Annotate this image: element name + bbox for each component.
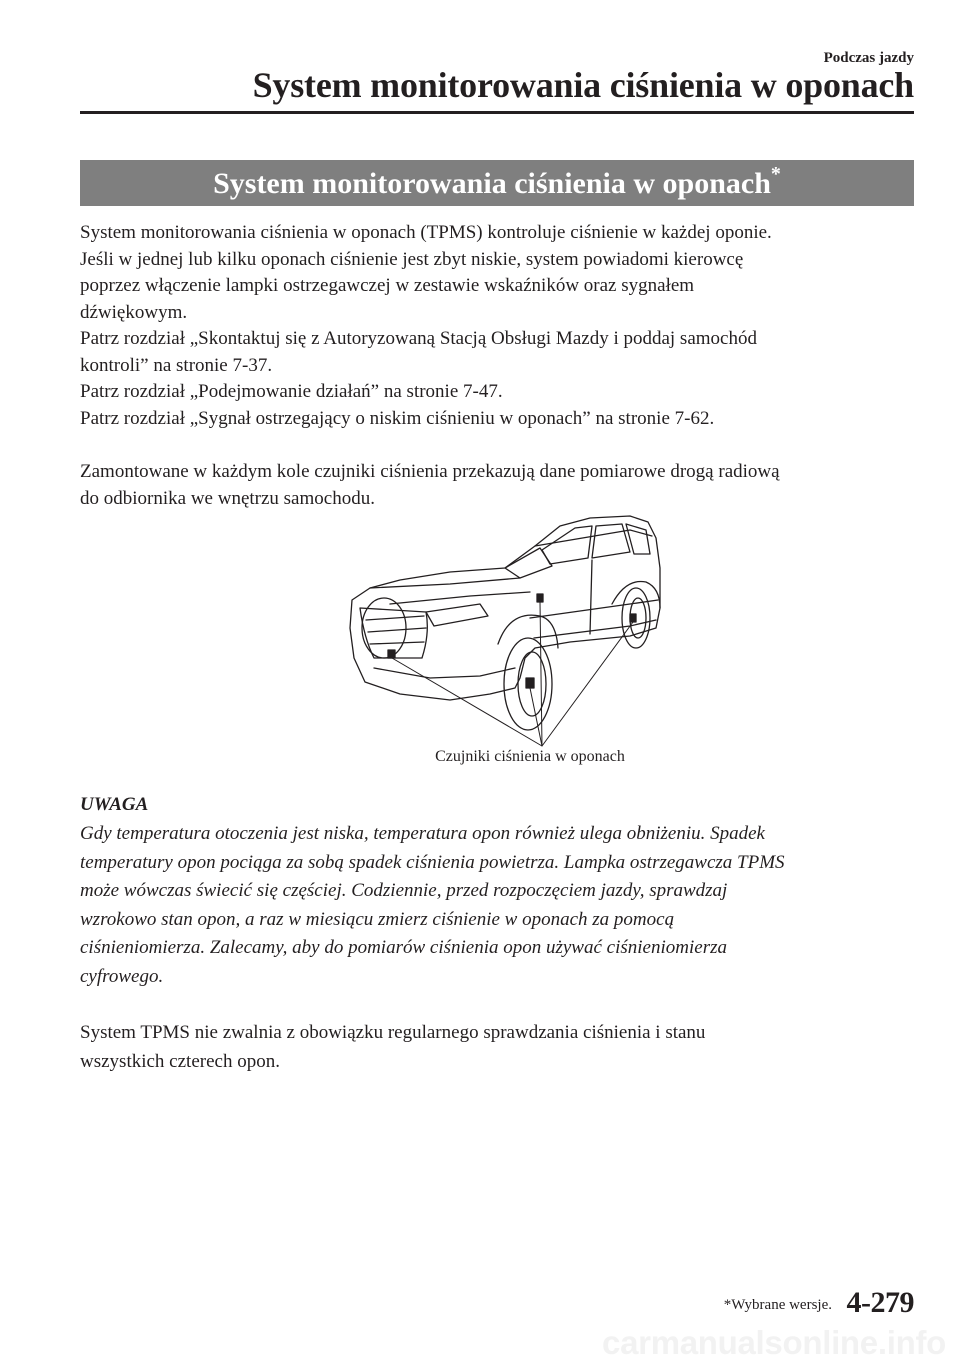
note-line: ciśnieniomierza. Zalecamy, aby do pomiarów ciśnienia opon używać ciśnieniomierza <box>80 937 727 958</box>
note-line: wzrokowo stan opon, a raz w miesiącu zmierz ciśnienie w oponach za pomocą <box>80 908 675 930</box>
page-number: 4-279 <box>846 1286 914 1319</box>
car-sensors-icon <box>330 508 670 748</box>
intro-paragraph <box>80 220 920 432</box>
text-line: kontroli” na stronie 7-37. <box>80 354 273 376</box>
note-line: cyfrowego. <box>80 965 164 987</box>
note-line: Gdy temperatura otoczenia jest niska, temperatura opon również ulega obniżeniu. Spadek <box>80 823 765 844</box>
optional-equipment-asterisk: * <box>770 163 781 185</box>
note-heading: UWAGA <box>80 794 149 815</box>
text-line: Patrz rozdział „Sygnał ostrzegający o niskim ciśnieniu w oponach” na stronie 7-62. <box>80 407 715 429</box>
footnote: *Wybrane wersje. <box>723 1297 832 1313</box>
text-line: Jeśli w jednej lub kilku oponach ciśnienie jest zbyt niskie, system powiadomi kierowcę <box>80 248 744 270</box>
closing-paragraph <box>80 1018 920 1076</box>
page-header-title: System monitorowania ciśnienia w oponach <box>252 65 914 105</box>
car-illustration <box>330 508 670 788</box>
text-line: do odbiornika we wnętrzu samochodu. <box>80 487 375 509</box>
text-line: wszystkich czterech opon. <box>80 1051 280 1072</box>
text-line: Patrz rozdział „Podejmowanie działań” na stronie 7-47. <box>80 381 503 402</box>
note-body <box>80 820 920 991</box>
text-line: Zamontowane w każdym kole czujniki ciśnienia przekazują dane pomiarowe drogą radiową <box>80 461 780 482</box>
section-label: Podczas jazdy <box>823 50 914 66</box>
sensor-paragraph <box>80 459 920 512</box>
header-divider <box>80 111 914 114</box>
text-line: System monitorowania ciśnienia w oponach (TPMS) kontroluje ciśnienie w każdej oponie. <box>80 222 772 243</box>
text-line: Patrz rozdział „Skontaktuj się z Autoryzowaną Stacją Obsługi Mazdy i poddaj samochód <box>80 328 757 349</box>
text-line: dźwiękowym. <box>80 301 188 323</box>
figure-caption: Czujniki ciśnienia w oponach <box>435 748 625 765</box>
note-line: może wówczas świecić się częściej. Codziennie, przed rozpoczęciem jazdy, sprawdzaj <box>80 880 728 901</box>
section-title-band <box>80 160 914 206</box>
watermark: carmanualsonline.info <box>602 1324 946 1361</box>
note-line: temperatury opon pociąga za sobą spadek ciśnienia powietrza. Lampka ostrzegawcza TPMS <box>80 851 785 873</box>
section-title: System monitorowania ciśnienia w oponach <box>213 167 771 200</box>
text-line: System TPMS nie zwalnia z obowiązku regularnego sprawdzania ciśnienia i stanu <box>80 1022 706 1043</box>
text-line: poprzez włączenie lampki ostrzegawczej w zestawie wskaźników oraz sygnałem <box>80 275 695 296</box>
